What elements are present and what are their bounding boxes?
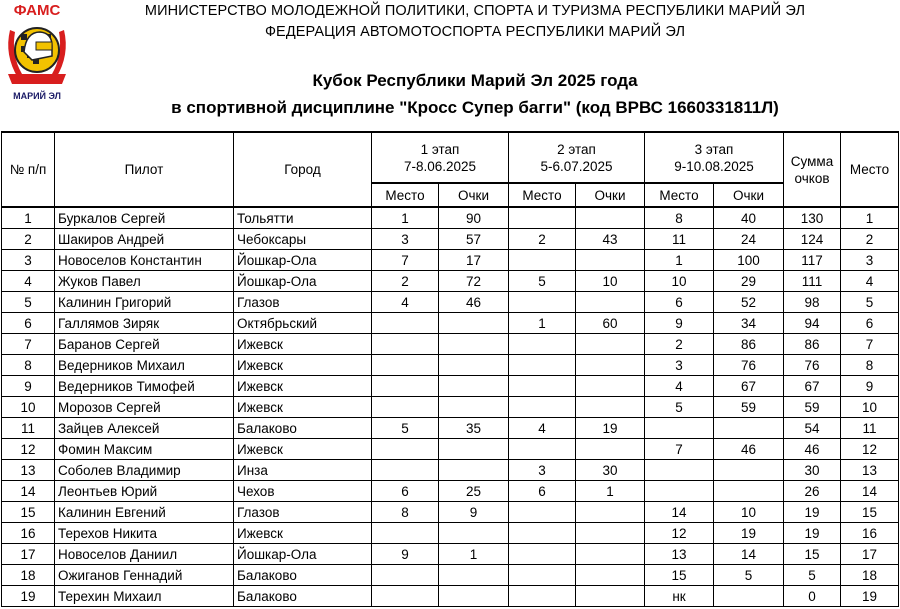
stage1-points	[439, 460, 509, 481]
final-place: 7	[841, 334, 899, 355]
final-place: 16	[841, 523, 899, 544]
pilot-name: Терехин Михаил	[55, 586, 234, 607]
stage3-points	[714, 418, 784, 439]
stage1-points: 25	[439, 481, 509, 502]
pilot-name: Галлямов Зиряк	[55, 313, 234, 334]
stage3-points: 34	[714, 313, 784, 334]
stage1-place: 9	[372, 544, 439, 565]
stage3-place: 4	[645, 376, 714, 397]
table-row	[2, 376, 899, 397]
total-points: 46	[784, 439, 841, 460]
stage2-place	[509, 586, 576, 607]
final-place: 15	[841, 502, 899, 523]
table-row	[2, 397, 899, 418]
stage3-points: 86	[714, 334, 784, 355]
pilot-name: Калинин Григорий	[55, 292, 234, 313]
stage3-points	[714, 481, 784, 502]
pilot-name: Шакиров Андрей	[55, 229, 234, 250]
logo-text-bottom: МАРИЙ ЭЛ	[13, 91, 61, 101]
stage3-points: 76	[714, 355, 784, 376]
final-place: 8	[841, 355, 899, 376]
table-row	[2, 502, 899, 523]
stage2-place: 2	[509, 229, 576, 250]
stage1-points: 90	[439, 207, 509, 229]
results-table	[1, 131, 899, 607]
results-body	[2, 207, 899, 607]
stage2-points	[576, 355, 645, 376]
row-num: 14	[2, 481, 55, 502]
pilot-city: Инза	[234, 460, 372, 481]
stage3-points: 19	[714, 523, 784, 544]
total-points: 15	[784, 544, 841, 565]
stage1-points	[439, 439, 509, 460]
stage2-place: 5	[509, 271, 576, 292]
document-subtitle: в спортивной дисциплине "Кросс Супер багги" (код ВРВС 1660331811Л)	[171, 98, 779, 117]
stage2-points	[576, 565, 645, 586]
stage3-place	[645, 460, 714, 481]
pilot-name: Зайцев Алексей	[55, 418, 234, 439]
row-num: 16	[2, 523, 55, 544]
table-row	[2, 292, 899, 313]
col-header-place: Место	[841, 132, 899, 207]
row-num: 18	[2, 565, 55, 586]
stage3-place: 10	[645, 271, 714, 292]
stage2-points	[576, 292, 645, 313]
table-row	[2, 481, 899, 502]
sub-header-stage2-points: Очки	[576, 183, 645, 207]
stage2-points: 30	[576, 460, 645, 481]
stage2-points	[576, 250, 645, 271]
stage3-place: 12	[645, 523, 714, 544]
total-points: 117	[784, 250, 841, 271]
stage3-place: 1	[645, 250, 714, 271]
stage1-place: 6	[372, 481, 439, 502]
stage2-points	[576, 586, 645, 607]
stage1-place: 4	[372, 292, 439, 313]
famc-logo	[2, 0, 72, 104]
stage2-place	[509, 544, 576, 565]
stage1-points: 57	[439, 229, 509, 250]
stage3-points: 46	[714, 439, 784, 460]
table-row	[2, 544, 899, 565]
stage1-date: 7-8.06.2025	[403, 158, 477, 174]
stage3-points: 59	[714, 397, 784, 418]
stage2-points: 43	[576, 229, 645, 250]
total-points: 19	[784, 523, 841, 544]
stage3-points: 14	[714, 544, 784, 565]
col-header-num: № п/п	[2, 132, 55, 207]
final-place: 1	[841, 207, 899, 229]
final-place: 6	[841, 313, 899, 334]
final-place: 18	[841, 565, 899, 586]
row-num: 8	[2, 355, 55, 376]
total-points: 0	[784, 586, 841, 607]
stage2-points: 19	[576, 418, 645, 439]
stage3-place: 15	[645, 565, 714, 586]
stage1-place: 3	[372, 229, 439, 250]
pilot-city: Ижевск	[234, 376, 372, 397]
stage1-points	[439, 376, 509, 397]
row-num: 5	[2, 292, 55, 313]
stage3-place	[645, 418, 714, 439]
final-place: 2	[841, 229, 899, 250]
sub-header-stage1-points: Очки	[439, 183, 509, 207]
stage1-points: 17	[439, 250, 509, 271]
row-num: 2	[2, 229, 55, 250]
final-place: 12	[841, 439, 899, 460]
pilot-city: Балаково	[234, 565, 372, 586]
total-points: 76	[784, 355, 841, 376]
famc-logo-graphic	[2, 0, 72, 104]
row-num: 6	[2, 313, 55, 334]
sub-header-stage1-place: Место	[372, 183, 439, 207]
total-points: 124	[784, 229, 841, 250]
stage1-points	[439, 355, 509, 376]
final-place: 14	[841, 481, 899, 502]
table-row	[2, 250, 899, 271]
stage3-points: 52	[714, 292, 784, 313]
row-num: 12	[2, 439, 55, 460]
stage3-points: 5	[714, 565, 784, 586]
stage3-place: 9	[645, 313, 714, 334]
row-num: 10	[2, 397, 55, 418]
pilot-name: Жуков Павел	[55, 271, 234, 292]
stage2-points	[576, 544, 645, 565]
stage2-place	[509, 334, 576, 355]
stage2-place: 4	[509, 418, 576, 439]
stage3-points: 24	[714, 229, 784, 250]
pilot-name: Ведерников Михаил	[55, 355, 234, 376]
pilot-name: Ожиганов Геннадий	[55, 565, 234, 586]
stage3-place: 7	[645, 439, 714, 460]
total-points: 54	[784, 418, 841, 439]
pilot-name: Новоселов Константин	[55, 250, 234, 271]
stage1-place: 5	[372, 418, 439, 439]
stage3-place: 6	[645, 292, 714, 313]
stage1-points: 46	[439, 292, 509, 313]
sub-header-stage3-place: Место	[645, 183, 714, 207]
pilot-name: Соболев Владимир	[55, 460, 234, 481]
pilot-city: Ижевск	[234, 334, 372, 355]
table-row	[2, 313, 899, 334]
stage2-place: 6	[509, 481, 576, 502]
stage2-points: 10	[576, 271, 645, 292]
stage2-place	[509, 565, 576, 586]
pilot-city: Йошкар-Ола	[234, 271, 372, 292]
col-header-stage1	[372, 132, 509, 183]
final-place: 9	[841, 376, 899, 397]
final-place: 4	[841, 271, 899, 292]
stage2-points	[576, 334, 645, 355]
col-header-stage3	[645, 132, 784, 183]
stage2-points	[576, 376, 645, 397]
pilot-city: Ижевск	[234, 439, 372, 460]
stage3-place: нк	[645, 586, 714, 607]
total-points: 59	[784, 397, 841, 418]
stage3-place: 3	[645, 355, 714, 376]
stage2-place: 3	[509, 460, 576, 481]
stage3-place: 13	[645, 544, 714, 565]
stage1-place: 2	[372, 271, 439, 292]
pilot-name: Ведерников Тимофей	[55, 376, 234, 397]
final-place: 19	[841, 586, 899, 607]
total-points: 98	[784, 292, 841, 313]
stage3-points: 40	[714, 207, 784, 229]
stage2-points	[576, 397, 645, 418]
logo-text-top: ФАМС	[13, 2, 61, 19]
stage2-points	[576, 523, 645, 544]
total-points: 130	[784, 207, 841, 229]
stage3-place: 14	[645, 502, 714, 523]
row-num: 11	[2, 418, 55, 439]
total-points: 30	[784, 460, 841, 481]
stage1-place: 7	[372, 250, 439, 271]
stage1-points: 1	[439, 544, 509, 565]
pilot-city: Глазов	[234, 292, 372, 313]
row-num: 19	[2, 586, 55, 607]
table-row	[2, 418, 899, 439]
table-row	[2, 565, 899, 586]
table-row	[2, 271, 899, 292]
stage1-points	[439, 334, 509, 355]
total-points: 67	[784, 376, 841, 397]
table-row	[2, 586, 899, 607]
stage1-place	[372, 565, 439, 586]
stage1-place: 8	[372, 502, 439, 523]
sub-header-stage2-place: Место	[509, 183, 576, 207]
table-row	[2, 207, 899, 229]
federation-name: ФЕДЕРАЦИЯ АВТОМОТОСПОРТА РЕСПУБЛИКИ МАРИЙ ЭЛ	[264, 24, 686, 40]
stage1-place	[372, 460, 439, 481]
stage2-place	[509, 292, 576, 313]
table-row	[2, 523, 899, 544]
sub-header-stage3-points: Очки	[714, 183, 784, 207]
final-place: 17	[841, 544, 899, 565]
stage2-place	[509, 502, 576, 523]
total-points: 5	[784, 565, 841, 586]
stage1-place	[372, 376, 439, 397]
stage1-points	[439, 523, 509, 544]
row-num: 13	[2, 460, 55, 481]
pilot-name: Терехов Никита	[55, 523, 234, 544]
pilot-city: Ижевск	[234, 523, 372, 544]
stage1-place	[372, 355, 439, 376]
stage2-points	[576, 207, 645, 229]
pilot-city: Балаково	[234, 418, 372, 439]
final-place: 5	[841, 292, 899, 313]
stage1-label: 1 этап	[420, 141, 460, 157]
pilot-city: Чехов	[234, 481, 372, 502]
stage2-label: 2 этап	[557, 141, 596, 157]
stage1-points	[439, 397, 509, 418]
pilot-city: Йошкар-Ола	[234, 250, 372, 271]
pilot-name: Морозов Сергей	[55, 397, 234, 418]
row-num: 7	[2, 334, 55, 355]
stage1-place	[372, 313, 439, 334]
pilot-city: Йошкар-Ола	[234, 544, 372, 565]
pilot-city: Ижевск	[234, 397, 372, 418]
col-header-stage2	[509, 132, 645, 183]
stage2-place: 1	[509, 313, 576, 334]
stage2-points	[576, 502, 645, 523]
stage2-place	[509, 207, 576, 229]
total-points: 111	[784, 271, 841, 292]
total-points: 94	[784, 313, 841, 334]
stage1-points: 9	[439, 502, 509, 523]
col-header-pilot: Пилот	[55, 132, 234, 207]
stage1-place	[372, 586, 439, 607]
row-num: 15	[2, 502, 55, 523]
stage1-points	[439, 313, 509, 334]
stage1-place	[372, 397, 439, 418]
table-row	[2, 334, 899, 355]
final-place: 13	[841, 460, 899, 481]
total-points: 26	[784, 481, 841, 502]
final-place: 10	[841, 397, 899, 418]
final-place: 11	[841, 418, 899, 439]
pilot-name: Леонтьев Юрий	[55, 481, 234, 502]
stage3-points: 10	[714, 502, 784, 523]
stage1-place: 1	[372, 207, 439, 229]
final-place: 3	[841, 250, 899, 271]
stage1-points	[439, 565, 509, 586]
pilot-city: Октябрьский	[234, 313, 372, 334]
stage1-place	[372, 523, 439, 544]
row-num: 1	[2, 207, 55, 229]
stage2-place	[509, 355, 576, 376]
row-num: 9	[2, 376, 55, 397]
stage2-date: 5-6.07.2025	[540, 158, 613, 174]
pilot-name: Новоселов Даниил	[55, 544, 234, 565]
row-num: 17	[2, 544, 55, 565]
stage2-place	[509, 523, 576, 544]
stage3-points: 67	[714, 376, 784, 397]
stage1-points: 72	[439, 271, 509, 292]
row-num: 4	[2, 271, 55, 292]
total-points: 86	[784, 334, 841, 355]
stage3-points	[714, 586, 784, 607]
table-row	[2, 460, 899, 481]
col-header-sum: Сумма очков	[784, 132, 841, 207]
stage1-points	[439, 586, 509, 607]
stage3-label: 3 этап	[694, 141, 734, 157]
stage3-place	[645, 481, 714, 502]
table-row	[2, 355, 899, 376]
pilot-name: Фомин Максим	[55, 439, 234, 460]
stage2-place	[509, 250, 576, 271]
pilot-city: Ижевск	[234, 355, 372, 376]
stage2-points: 1	[576, 481, 645, 502]
col-header-city: Город	[234, 132, 372, 207]
stage3-place: 8	[645, 207, 714, 229]
stage2-points	[576, 439, 645, 460]
pilot-name: Буркалов Сергей	[55, 207, 234, 229]
pilot-name: Калинин Евгений	[55, 502, 234, 523]
stage2-place	[509, 397, 576, 418]
total-points: 19	[784, 502, 841, 523]
pilot-city: Балаково	[234, 586, 372, 607]
stage3-points: 29	[714, 271, 784, 292]
stage3-points: 100	[714, 250, 784, 271]
stage1-place	[372, 334, 439, 355]
stage3-place: 11	[645, 229, 714, 250]
stage1-points: 35	[439, 418, 509, 439]
table-row	[2, 439, 899, 460]
row-num: 3	[2, 250, 55, 271]
pilot-city: Тольятти	[234, 207, 372, 229]
pilot-name: Баранов Сергей	[55, 334, 234, 355]
table-row	[2, 229, 899, 250]
stage3-points	[714, 460, 784, 481]
pilot-city: Чебоксары	[234, 229, 372, 250]
stage3-place: 2	[645, 334, 714, 355]
stage3-place: 5	[645, 397, 714, 418]
stage2-points: 60	[576, 313, 645, 334]
stage2-place	[509, 439, 576, 460]
stage2-place	[509, 376, 576, 397]
document-title: Кубок Республики Марий Эл 2025 года	[312, 71, 638, 90]
pilot-city: Глазов	[234, 502, 372, 523]
stage1-place	[372, 439, 439, 460]
stage3-date: 9-10.08.2025	[674, 158, 754, 174]
ministry-name: МИНИСТЕРСТВО МОЛОДЕЖНОЙ ПОЛИТИКИ, СПОРТА И ТУРИЗМА РЕСПУБЛИКИ МАРИЙ ЭЛ	[144, 3, 806, 19]
